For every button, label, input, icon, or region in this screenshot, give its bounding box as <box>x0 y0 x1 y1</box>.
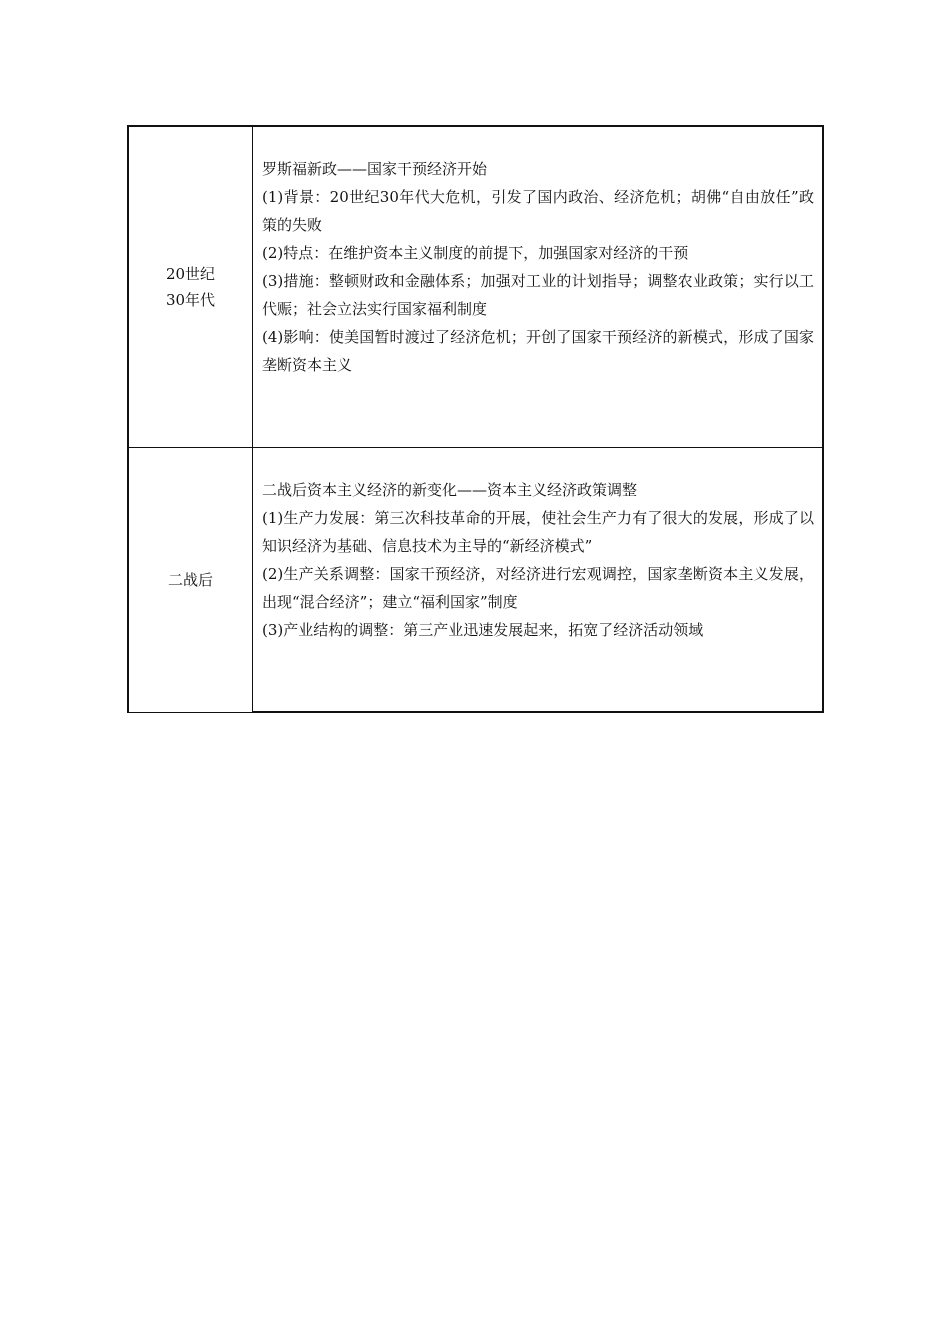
content-cell <box>253 448 824 713</box>
content-item-relations: (2)生产关系调整：国家干预经济，对经济进行宏观调控，国家垄断资本主义发展，出现“混合经济”；建立“福利国家”制度 <box>262 565 814 611</box>
content-item-features: (2)特点：在维护资本主义制度的前提下，加强国家对经济的干预 <box>262 244 689 262</box>
period-label-line: 20世纪 <box>165 265 216 283</box>
content-item-measures: (3)措施：整顿财政和金融体系；加强对工业的计划指导；调整农业政策；实行以工代赈；社会立法实行国家福利制度 <box>262 272 814 318</box>
content-item-background: (1)背景：20世纪30年代大危机，引发了国内政治、经济危机；胡佛“自由放任”政策的失败 <box>262 188 814 234</box>
content-cell <box>253 126 824 448</box>
content-item-industry: (3)产业结构的调整：第三产业迅速发展起来，拓宽了经济活动领域 <box>262 621 704 639</box>
period-cell <box>128 126 253 448</box>
content-heading: 罗斯福新政——国家干预经济开始 <box>262 160 488 178</box>
period-cell <box>128 448 253 713</box>
content-heading: 二战后资本主义经济的新变化——资本主义经济政策调整 <box>262 481 638 499</box>
history-table <box>127 125 824 713</box>
content-item-impact: (4)影响：使美国暂时渡过了经济危机；开创了国家干预经济的新模式，形成了国家垄断资本主义 <box>262 328 814 374</box>
period-label-line: 二战后 <box>167 570 213 589</box>
table-row <box>128 448 823 713</box>
table-row <box>128 126 823 448</box>
content-item-productivity: (1)生产力发展：第三次科技革命的开展，使社会生产力有了很大的发展，形成了以知识经济为基础、信息技术为主导的“新经济模式” <box>262 509 814 555</box>
period-label-line: 30年代 <box>165 291 216 309</box>
